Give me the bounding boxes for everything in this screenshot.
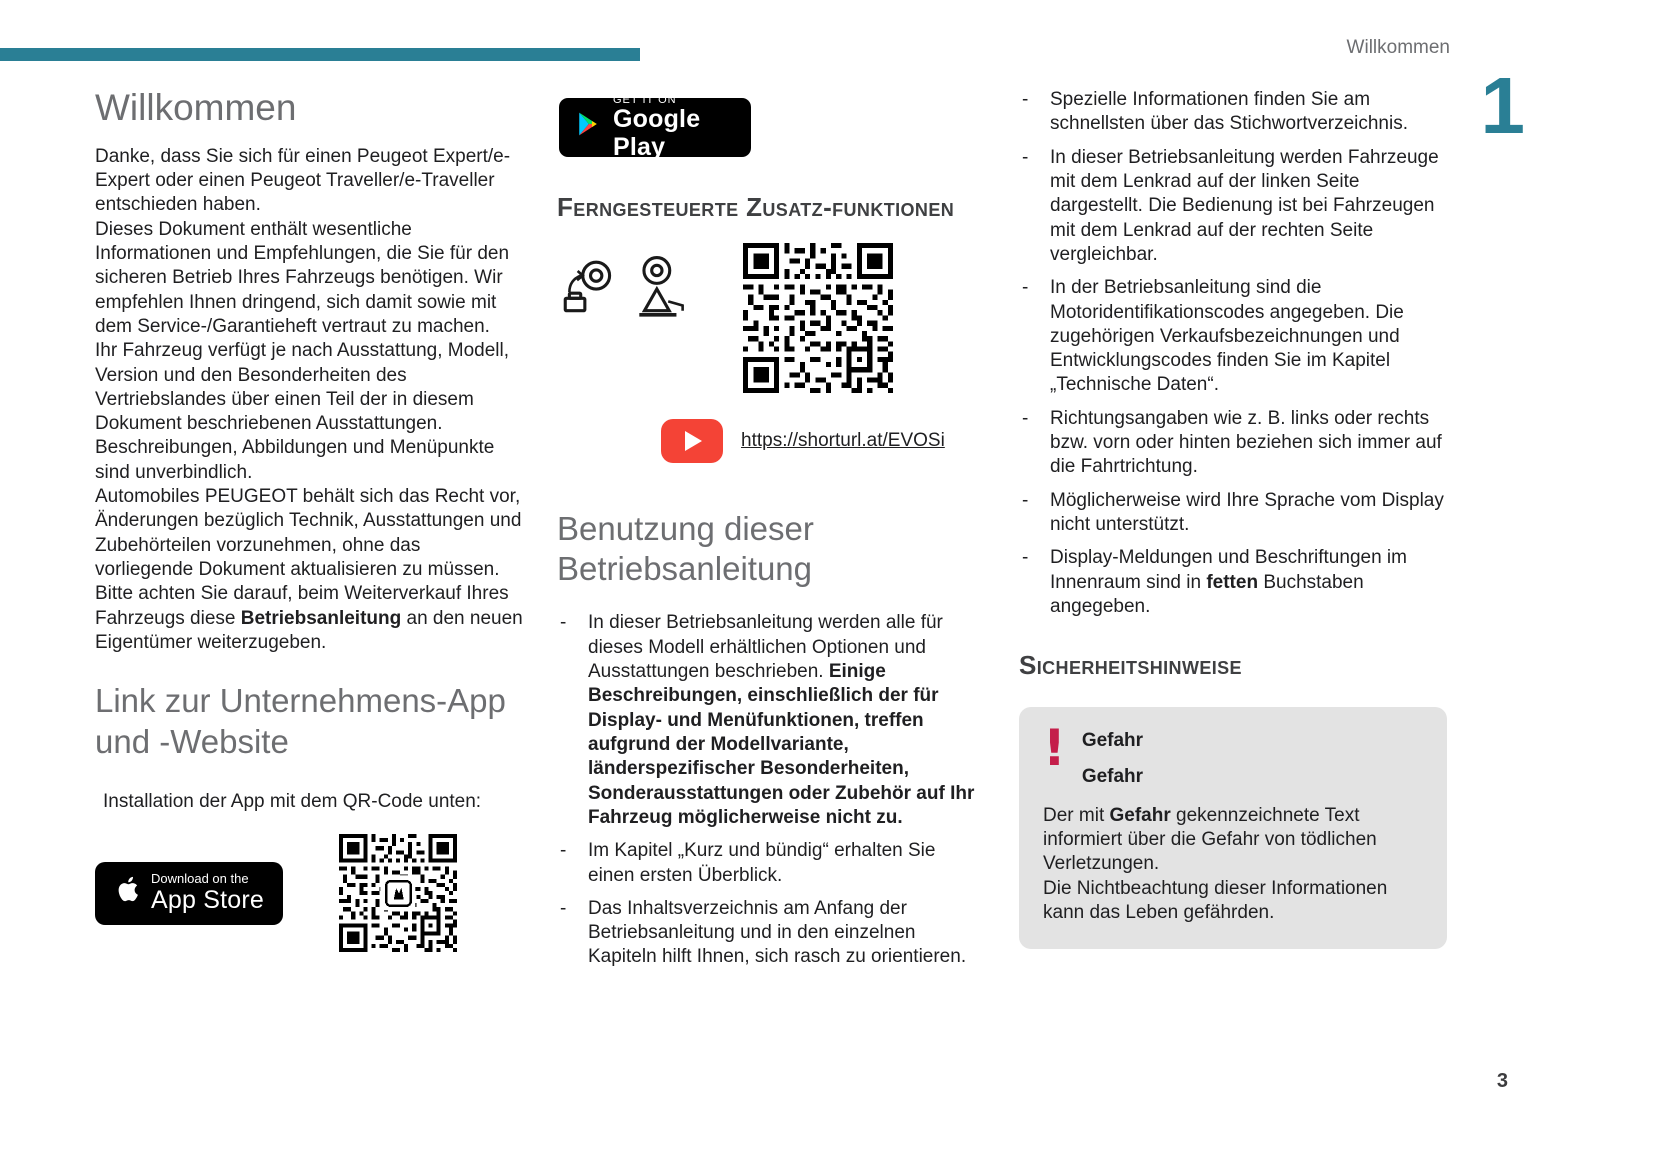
wheel-compressor-icon — [557, 255, 623, 325]
video-link-row — [557, 419, 985, 463]
appstore-row — [95, 834, 523, 952]
chapter-number: 1 — [1480, 61, 1525, 150]
note-item: - Spezielle Informationen finden Sie am schnellsten über das Stichwortverzeichnis. — [1019, 88, 1447, 137]
googleplay-badge-top-label: GET IT ON — [613, 93, 677, 106]
welcome-title: Willkommen — [95, 87, 297, 128]
welcome-paragraph: Danke, dass Sie sich für einen Peugeot Expert/e-Expert oder einen Peugeot Traveller/e-Traveller entschieden haben. — [95, 145, 511, 216]
header-section-label: Willkommen — [1346, 37, 1450, 58]
remote-functions-qr-code — [743, 243, 893, 393]
googleplay-badge-bottom-label: Google Play — [613, 105, 701, 161]
remote-functions-title: Ferngesteuerte Zusatz-funktionen — [557, 192, 955, 222]
googleplay-icon — [574, 109, 602, 146]
danger-box — [1019, 707, 1447, 949]
welcome-paragraph: Dieses Dokument enthält wesentliche Informationen und Empfehlungen, die Sie für den sicheren Betrieb Ihres Fahrzeugs benötigen. Wir empfehlen Ihnen dringend, sich damit sowie mit dem Service-/Garantieheft vertraut zu machen. — [95, 218, 510, 337]
app-link-title: Link zur Unternehmens-App und -Website — [95, 682, 506, 760]
usage-item: - Im Kapitel „Kurz und bündig“ erhalten Sie einen ersten Überblick. — [557, 839, 985, 888]
appstore-badge[interactable] — [95, 862, 283, 925]
note-item: - Möglicherweise wird Ihre Sprache vom Display nicht unterstützt. — [1019, 489, 1447, 538]
safety-title: Sicherheitshinweise — [1019, 650, 1242, 681]
wheel-jack-icon — [629, 255, 695, 325]
usage-list — [557, 611, 985, 969]
appstore-badge-bottom-label: App Store — [151, 885, 264, 914]
danger-label-1: Gefahr — [1081, 730, 1144, 752]
column-welcome — [95, 88, 523, 979]
column-notes-safety — [1019, 88, 1447, 979]
note-item: - In dieser Betriebsanleitung werden Fahrzeuge mit dem Lenkrad auf der linken Seite dargestellt. Die Bedienung ist bei Fahrzeugen mit dem Lenkrad auf der rechten Seite vergleichbar. — [1019, 146, 1447, 268]
welcome-paragraph: Bitte achten Sie darauf, beim Weiterverkauf Ihres Fahrzeugs diese Betriebsanleitung an den neuen Eigentümer weiterzugeben. — [95, 583, 523, 653]
youtube-play-button[interactable] — [661, 419, 723, 463]
video-link[interactable]: https://shorturl.at/EVOSi — [741, 429, 945, 451]
remote-functions-row — [557, 243, 985, 393]
appstore-badge-top-label: Download on the — [151, 870, 249, 886]
note-item: - Richtungsangaben wie z. B. links oder rechts bzw. vorn oder hinten beziehen sich immer auf die Fahrtrichtung. — [1019, 407, 1447, 480]
qr-instruction: Installation der App mit dem QR-Code unten: — [103, 790, 482, 812]
usage-item: - In dieser Betriebsanleitung werden alle für dieses Modell erhältlichen Optionen und Ausstattungen beschrieben. Einige Beschreibungen, einschließlich der für Display- und Menüfunktionen, treffen aufgrund der Modellvariante, länderspezifischer Besonderheiten, Sonderausstattungen oder Zubehör auf Ihr Fahrzeug möglicherweise nicht zu. — [557, 611, 985, 830]
column-remote-functions — [557, 88, 985, 979]
googleplay-badge[interactable] — [559, 93, 751, 161]
danger-label-2: Gefahr — [1081, 766, 1144, 788]
welcome-paragraph: Ihr Fahrzeug verfügt je nach Ausstattung, Modell, Version und den Besonderheiten des Vertriebslandes über einen Teil der in diesem Dokument beschriebenen Ausstattungen. Beschreibungen, Abbildungen und Menüpunkte sind unverbindlich. — [95, 340, 510, 483]
apple-icon — [110, 871, 140, 914]
page-number: 3 — [1496, 1070, 1508, 1093]
usage-item: - Das Inhaltsverzeichnis am Anfang der Betriebsanleitung und in den einzelnen Kapiteln hilft Ihnen, sich rasch zu orientieren. — [557, 897, 985, 970]
danger-text: Die Nichtbeachtung dieser Informationen kann das Leben gefährden. — [1043, 877, 1388, 924]
danger-text: Der mit Gefahr gekennzeichnete Text informiert über die Gefahr von tödlichen Verletzungen. — [1043, 804, 1377, 875]
danger-exclamation-icon: ! — [1043, 719, 1066, 778]
peugeot-logo-overlay — [380, 875, 415, 910]
play-triangle-icon — [685, 431, 702, 451]
usage-title: Benutzung dieser Betriebsanleitung — [557, 509, 814, 588]
welcome-paragraph: Automobiles PEUGEOT behält sich das Recht vor, Änderungen bezüglich Technik, Ausstattungen und Zubehörteilen vorzunehmen, ohne das vorliegende Dokument aktualisieren zu müssen. — [95, 486, 522, 580]
appstore-qr-code — [339, 834, 457, 952]
danger-body — [1043, 804, 1423, 926]
welcome-text — [95, 145, 523, 656]
remote-pictograms — [557, 243, 695, 325]
note-item: - Display-Meldungen und Beschriftungen im Innenraum sind in fetten Buchstaben angegeben. — [1019, 546, 1447, 619]
notes-list — [1019, 88, 1447, 619]
note-item: - In der Betriebsanleitung sind die Motoridentifikationscodes angegeben. Die zugehörigen Verkaufsbezeichnungen und Entwicklungscodes finden Sie im Kapitel „Technische Daten“. — [1019, 276, 1447, 398]
